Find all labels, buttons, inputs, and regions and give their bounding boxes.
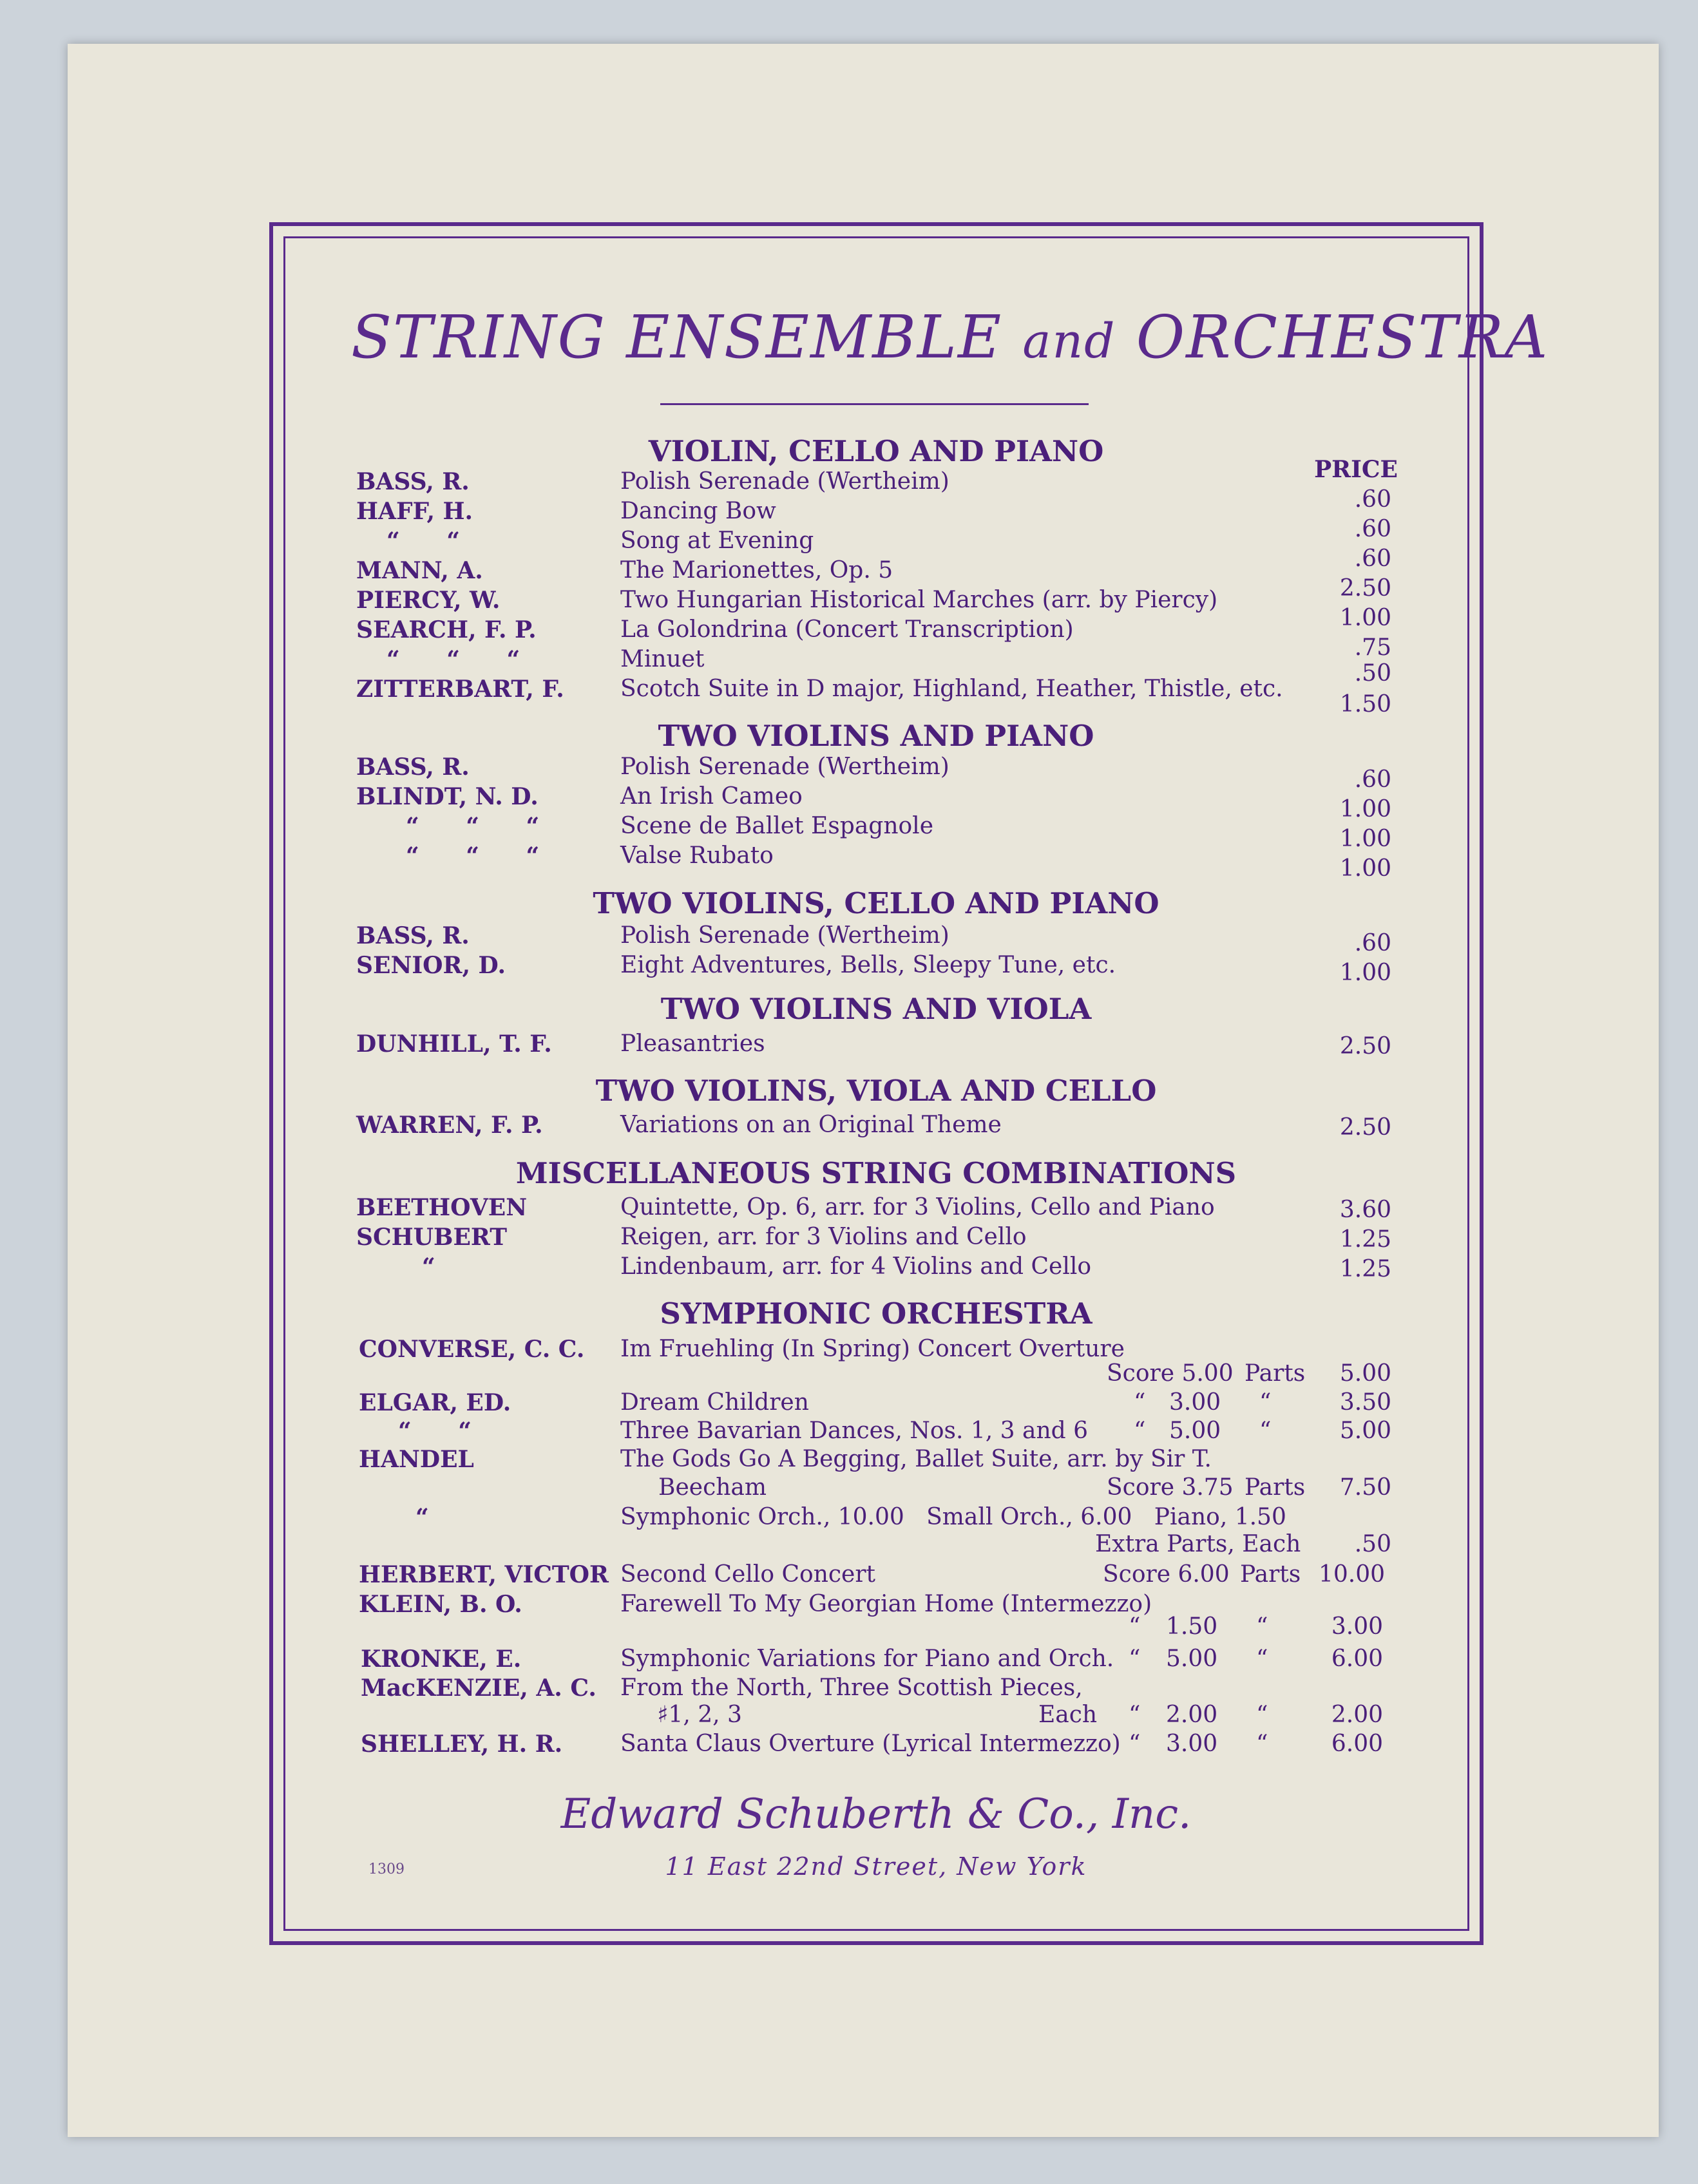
list-item-prices <box>0 1360 1698 1390</box>
composer: MANN, A. <box>356 557 483 584</box>
list-item <box>0 1194 1698 1224</box>
section-heading: SYMPHONIC ORCHESTRA <box>660 1296 1092 1331</box>
work-title: Santa Claus Overture (Lyrical Intermezzo) <box>620 1731 1121 1757</box>
list-item <box>0 1731 1698 1760</box>
work-title: An Irish Cameo <box>620 783 803 810</box>
composer: KLEIN, B. O. <box>359 1591 522 1618</box>
price: .50 <box>1354 660 1391 687</box>
parts-price: 6.00 <box>1331 1646 1383 1672</box>
work-title: Polish Serenade (Wertheim) <box>620 754 949 780</box>
composer-ditto: “ “ “ <box>406 842 559 869</box>
list-item <box>0 1418 1698 1447</box>
price: .60 <box>1354 930 1391 956</box>
list-item <box>0 1646 1698 1675</box>
score-price: Score 6.00 <box>1103 1561 1230 1588</box>
price: 1.25 <box>1339 1256 1391 1282</box>
list-item <box>0 1675 1698 1704</box>
list-item <box>0 1446 1698 1476</box>
list-item <box>0 783 1698 822</box>
price: 1.50 <box>1339 691 1391 717</box>
price: .60 <box>1354 486 1391 513</box>
composer: KRONKE, E. <box>361 1646 522 1673</box>
work-title-cont: ♯1, 2, 3 <box>657 1702 742 1728</box>
price: 2.50 <box>1339 1114 1391 1141</box>
work-title: Farewell To My Georgian Home (Intermezzo) <box>620 1591 1152 1617</box>
price: .60 <box>1354 766 1391 793</box>
publisher-address: 11 East 22nd Street, New York <box>665 1852 1087 1881</box>
section-heading: TWO VIOLINS, VIOLA AND CELLO <box>595 1074 1157 1108</box>
list-item <box>0 1253 1698 1283</box>
work-title: Song at Evening <box>620 527 814 554</box>
price: 1.25 <box>1339 1226 1391 1253</box>
composer: SEARCH, F. P. <box>356 616 537 643</box>
price: 2.50 <box>1339 575 1391 602</box>
price-column-header: PRICE <box>1314 456 1398 483</box>
each-label: Each <box>1038 1702 1098 1728</box>
composer: WARREN, F. P. <box>356 1112 543 1139</box>
list-item <box>0 1112 1698 1141</box>
parts-label: Parts <box>1245 1474 1306 1501</box>
score-ditto: “ <box>1129 1613 1141 1640</box>
list-item-prices <box>0 1702 1698 1731</box>
extra-parts-price: .50 <box>1354 1531 1391 1557</box>
composer: CONVERSE, C. C. <box>359 1336 585 1363</box>
composer-ditto: “ “ <box>398 1418 491 1445</box>
list-item <box>0 1224 1698 1253</box>
price: .75 <box>1354 634 1391 661</box>
parts-price: 10.00 <box>1318 1561 1385 1588</box>
price: 1.00 <box>1339 855 1391 882</box>
work-title: From the North, Three Scottish Pieces, <box>620 1675 1083 1701</box>
work-title: Symphonic Orch., 10.00 Small Orch., 6.00 Piano, 1.50 <box>620 1504 1286 1530</box>
section-heading: TWO VIOLINS AND VIOLA <box>660 992 1092 1026</box>
price: .60 <box>1354 516 1391 542</box>
price: 1.00 <box>1339 796 1391 822</box>
score-price: Score 5.00 <box>1107 1360 1234 1387</box>
title-part-1: STRING ENSEMBLE <box>351 303 1003 372</box>
title-rule <box>660 403 1089 405</box>
list-item <box>0 813 1698 852</box>
catalog-number: 1309 <box>368 1861 405 1877</box>
list-item <box>0 1389 1698 1419</box>
composer-ditto: “ <box>422 1253 435 1280</box>
work-title-cont: Beecham <box>658 1474 767 1501</box>
price: 1.00 <box>1339 960 1391 986</box>
parts-ditto: “ <box>1256 1731 1268 1757</box>
price: 1.00 <box>1339 605 1391 631</box>
section-heading: VIOLIN, CELLO AND PIANO <box>648 434 1104 468</box>
list-item <box>0 1030 1698 1060</box>
composer: DUNHILL, T. F. <box>356 1030 552 1058</box>
composer: BASS, R. <box>356 922 470 949</box>
parts-ditto: “ <box>1259 1389 1272 1416</box>
composer-ditto: “ “ <box>386 527 479 555</box>
composer: PIERCY, W. <box>356 587 501 614</box>
work-title: Lindenbaum, arr. for 4 Violins and Cello <box>620 1253 1092 1280</box>
price: 2.50 <box>1339 1033 1391 1059</box>
composer-ditto: “ “ “ <box>386 646 540 673</box>
list-item <box>0 646 1698 687</box>
work-title: Symphonic Variations for Piano and Orch. <box>620 1646 1114 1672</box>
score-price: 5.00 <box>1166 1646 1218 1672</box>
work-title: Valse Rubato <box>620 842 774 869</box>
composer: ZITTERBART, F. <box>356 676 564 703</box>
composer: BLINDT, N. D. <box>356 783 539 810</box>
score-ditto: “ <box>1134 1389 1146 1416</box>
list-item-prices <box>0 1613 1698 1643</box>
composer: HANDEL <box>359 1446 474 1473</box>
composer-ditto: “ <box>415 1504 429 1531</box>
score-price: 1.50 <box>1166 1613 1218 1640</box>
composer: SCHUBERT <box>356 1224 507 1251</box>
title-part-2: ORCHESTRA <box>1136 303 1549 372</box>
score-ditto: “ <box>1134 1418 1146 1444</box>
work-title: The Gods Go A Begging, Ballet Suite, arr. by Sir T. <box>620 1446 1212 1472</box>
section-heading: MISCELLANEOUS STRING COMBINATIONS <box>515 1156 1237 1190</box>
parts-price: 3.50 <box>1339 1389 1391 1416</box>
composer: HERBERT, VICTOR <box>359 1561 609 1588</box>
title-and: and <box>1022 314 1116 369</box>
list-item <box>0 952 1698 986</box>
list-item-prices <box>0 1474 1698 1504</box>
list-item <box>0 754 1698 793</box>
parts-label: Parts <box>1245 1360 1306 1387</box>
parts-price: 7.50 <box>1339 1474 1391 1501</box>
publisher-name: Edward Schuberth & Co., Inc. <box>560 1790 1192 1838</box>
price: .60 <box>1354 546 1391 572</box>
parts-ditto: “ <box>1256 1702 1268 1728</box>
work-title: Polish Serenade (Wertheim) <box>620 468 949 495</box>
list-item <box>0 1504 1698 1534</box>
parts-price: 6.00 <box>1331 1731 1383 1757</box>
page-title <box>351 303 1549 372</box>
composer: ELGAR, ED. <box>359 1389 511 1416</box>
parts-price: 5.00 <box>1339 1418 1391 1444</box>
price: 3.60 <box>1339 1197 1391 1223</box>
work-title: Quintette, Op. 6, arr. for 3 Violins, Cello and Piano <box>620 1194 1215 1220</box>
work-title: Variations on an Original Theme <box>620 1112 1002 1138</box>
score-ditto: “ <box>1129 1731 1141 1757</box>
work-title: Polish Serenade (Wertheim) <box>620 922 949 949</box>
work-title: Reigen, arr. for 3 Violins and Cello <box>620 1224 1027 1250</box>
section-heading: TWO VIOLINS AND PIANO <box>658 719 1094 753</box>
extra-parts-label: Extra Parts, Each <box>1095 1531 1301 1557</box>
work-title: Scene de Ballet Espagnole <box>620 813 933 839</box>
work-title: Scotch Suite in D major, Highland, Heather, Thistle, etc. <box>620 676 1283 702</box>
composer: BASS, R. <box>356 468 470 495</box>
composer: SENIOR, D. <box>356 952 506 979</box>
work-title: Second Cello Concert <box>620 1561 876 1588</box>
parts-ditto: “ <box>1259 1418 1272 1444</box>
work-title: Minuet <box>620 646 705 672</box>
score-ditto: “ <box>1129 1646 1141 1672</box>
composer: HAFF, H. <box>356 498 473 525</box>
list-item <box>0 842 1698 882</box>
section-heading: TWO VIOLINS, CELLO AND PIANO <box>593 886 1159 920</box>
work-title: La Golondrina (Concert Transcription) <box>620 616 1074 643</box>
score-ditto: “ <box>1129 1702 1141 1728</box>
score-price: 2.00 <box>1166 1702 1218 1728</box>
work-title: Im Fruehling (In Spring) Concert Overture <box>620 1336 1125 1362</box>
score-price: 3.00 <box>1166 1731 1218 1757</box>
score-price: 5.00 <box>1169 1418 1221 1444</box>
parts-ditto: “ <box>1256 1646 1268 1672</box>
composer: MacKENZIE, A. C. <box>361 1675 596 1702</box>
list-item <box>0 922 1698 956</box>
parts-price: 5.00 <box>1339 1360 1391 1387</box>
parts-ditto: “ <box>1256 1613 1268 1640</box>
composer: SHELLEY, H. R. <box>361 1731 563 1758</box>
parts-label: Parts <box>1240 1561 1301 1588</box>
composer-ditto: “ “ “ <box>406 813 559 840</box>
work-title: Dream Children <box>620 1389 809 1416</box>
list-item <box>0 676 1698 717</box>
list-item <box>0 1561 1698 1591</box>
parts-price: 2.00 <box>1331 1702 1383 1728</box>
score-price: 3.00 <box>1169 1389 1221 1416</box>
work-title: Eight Adventures, Bells, Sleepy Tune, etc. <box>620 952 1116 978</box>
work-title: Pleasantries <box>620 1030 765 1057</box>
score-price: Score 3.75 <box>1107 1474 1234 1501</box>
list-item-prices <box>0 1531 1698 1561</box>
parts-price: 3.00 <box>1331 1613 1383 1640</box>
work-title: Three Bavarian Dances, Nos. 1, 3 and 6 <box>620 1418 1089 1444</box>
work-title: Dancing Bow <box>620 498 776 524</box>
work-title: The Marionettes, Op. 5 <box>620 557 893 584</box>
composer: BEETHOVEN <box>356 1194 528 1221</box>
work-title: Two Hungarian Historical Marches (arr. by Piercy) <box>620 587 1218 613</box>
price: 1.00 <box>1339 826 1391 852</box>
composer: BASS, R. <box>356 754 470 781</box>
